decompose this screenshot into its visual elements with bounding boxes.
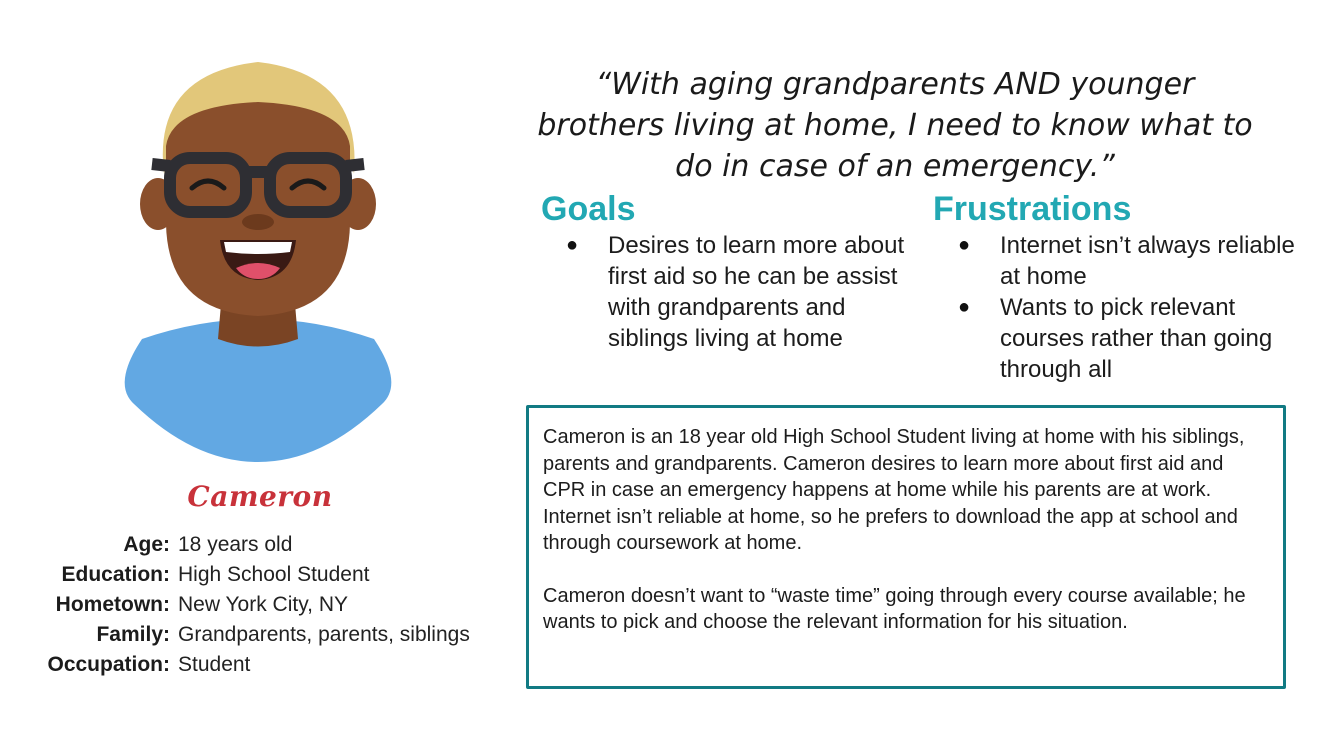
persona-avatar: [112, 54, 404, 462]
detail-age: [18, 533, 518, 563]
detail-occupation: [18, 653, 518, 683]
detail-label: Education:: [61, 563, 170, 586]
frustration-text: Internet isn’t always reliable at home: [1000, 232, 1295, 290]
bullet-icon: ●: [958, 234, 971, 256]
bullet-icon: ●: [566, 234, 579, 256]
detail-label: Family:: [96, 623, 170, 646]
detail-family: [18, 623, 518, 653]
frustration-item: [958, 292, 1300, 385]
avatar-nose: [242, 214, 274, 230]
persona-name: Cameron: [187, 480, 333, 513]
detail-label: Hometown:: [55, 593, 170, 616]
persona-details: [18, 533, 518, 683]
goals-list: [566, 230, 908, 354]
goal-text: Desires to learn more about first aid so he can be assist with grandparents and siblings living at home: [608, 232, 905, 352]
detail-value: New York City, NY: [178, 593, 348, 616]
goals-heading: Goals: [541, 190, 636, 228]
bullet-icon: ●: [958, 296, 971, 318]
frustrations-list: [958, 230, 1300, 385]
bio-paragraph: Cameron doesn’t want to “waste time” going through every course available; he wants to pick and choose the relevant information for his situation.: [543, 584, 1246, 633]
persona-quote: “With aging grandparents AND younger brothers living at home, I need to know what to do in case of an emergency.”: [537, 67, 1253, 184]
goal-item: [566, 230, 908, 354]
bio-paragraph: Cameron is an 18 year old High School Student living at home with his siblings, parents and grandparents. Cameron desires to learn more about first aid and CPR in case an emergency happens at home while his parents are at work. Internet isn’t reliable at home, so he prefers to download the app at school and through coursework at home.: [543, 426, 1245, 554]
bio-box: [526, 405, 1286, 689]
frustrations-heading: Frustrations: [933, 190, 1132, 228]
detail-value: 18 years old: [178, 533, 293, 556]
frustration-text: Wants to pick relevant courses rather than going through all: [1000, 294, 1273, 383]
detail-value: Grandparents, parents, siblings: [178, 623, 470, 646]
avatar-teeth: [224, 242, 292, 254]
detail-education: [18, 563, 518, 593]
frustration-item: [958, 230, 1300, 292]
detail-hometown: [18, 593, 518, 623]
detail-label: Occupation:: [47, 653, 170, 676]
detail-value: Student: [178, 653, 251, 676]
detail-value: High School Student: [178, 563, 370, 586]
detail-label: Age:: [123, 533, 170, 556]
